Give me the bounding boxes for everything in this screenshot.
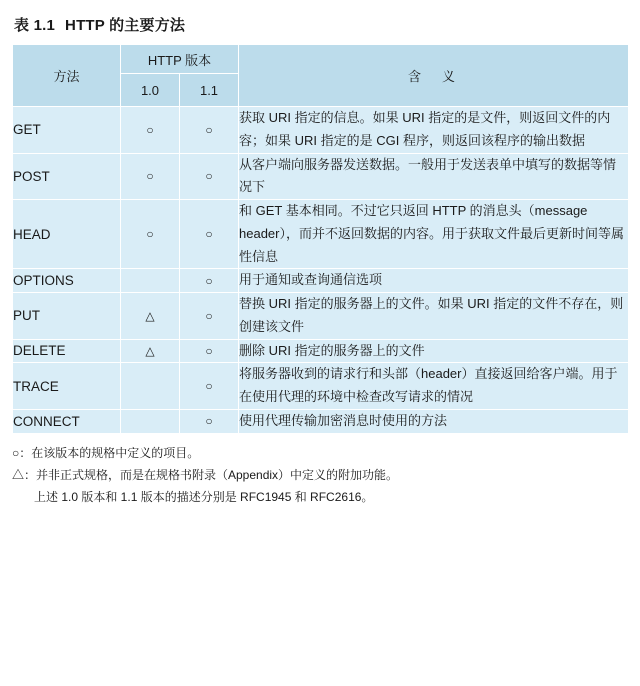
method-name: CONNECT — [13, 409, 121, 433]
table-row — [13, 409, 629, 433]
header-version-10: 1.0 — [121, 74, 180, 107]
header-meaning: 含 义 — [239, 45, 629, 107]
table-row — [13, 269, 629, 293]
method-meaning: 用于通知或查询通信选项 — [239, 269, 629, 293]
version-11-mark: ○ — [180, 363, 239, 410]
version-11-mark: ○ — [180, 269, 239, 293]
method-name: HEAD — [13, 200, 121, 269]
method-meaning: 删除 URI 指定的服务器上的文件 — [239, 339, 629, 363]
version-11-mark: ○ — [180, 107, 239, 154]
version-10-mark: ○ — [121, 153, 180, 200]
note-rfc: 上述 1.0 版本和 1.1 版本的描述分别是 RFC1945 和 RFC2616。 — [34, 489, 374, 504]
method-meaning: 替换 URI 指定的服务器上的文件。如果 URI 指定的文件不存在，则创建该文件 — [239, 293, 629, 340]
table-notes — [12, 442, 628, 509]
method-meaning: 将服务器收到的请求行和头部（header）直接返回给客户端。用于在使用代理的环境中检查改写请求的情况 — [239, 363, 629, 410]
version-11-mark: ○ — [180, 153, 239, 200]
version-10-mark: △ — [121, 293, 180, 340]
header-http-version: HTTP 版本 — [121, 45, 239, 74]
version-11-mark: ○ — [180, 293, 239, 340]
method-meaning: 使用代理传输加密消息时使用的方法 — [239, 409, 629, 433]
table-row — [13, 107, 629, 154]
table-body — [13, 107, 629, 434]
table-caption — [14, 14, 628, 35]
note-circle: ○：在该版本的规格中定义的项目。 — [12, 445, 200, 460]
version-10-mark — [121, 363, 180, 410]
method-name: OPTIONS — [13, 269, 121, 293]
caption-text: HTTP 的主要方法 — [65, 17, 186, 34]
table-row — [13, 200, 629, 269]
method-name: TRACE — [13, 363, 121, 410]
method-meaning: 从客户端向服务器发送数据。一般用于发送表单中填写的数据等情况下 — [239, 153, 629, 200]
table-row — [13, 363, 629, 410]
version-10-mark — [121, 269, 180, 293]
header-row-top — [13, 45, 629, 74]
caption-number: 表 1.1 — [14, 17, 56, 34]
version-10-mark: ○ — [121, 107, 180, 154]
table-head — [13, 45, 629, 107]
version-10-mark — [121, 409, 180, 433]
method-meaning: 和 GET 基本相同。不过它只返回 HTTP 的消息头（message header），而并不返回数据的内容。用于获取文件最后更新时间等属性信息 — [239, 200, 629, 269]
version-11-mark: ○ — [180, 339, 239, 363]
http-methods-table — [12, 44, 629, 434]
table-row — [13, 339, 629, 363]
version-11-mark: ○ — [180, 200, 239, 269]
method-meaning: 获取 URI 指定的信息。如果 URI 指定的是文件，则返回文件的内容；如果 URI 指定的是 CGI 程序，则返回该程序的输出数据 — [239, 107, 629, 154]
header-version-11: 1.1 — [180, 74, 239, 107]
method-name: GET — [13, 107, 121, 154]
version-10-mark: ○ — [121, 200, 180, 269]
version-11-mark: ○ — [180, 409, 239, 433]
header-method: 方法 — [13, 45, 121, 107]
table-row — [13, 153, 629, 200]
method-name: PUT — [13, 293, 121, 340]
table-row — [13, 293, 629, 340]
method-name: POST — [13, 153, 121, 200]
note-triangle: △：并非正式规格，而是在规格书附录（Appendix）中定义的附加功能。 — [12, 467, 399, 482]
method-name: DELETE — [13, 339, 121, 363]
version-10-mark: △ — [121, 339, 180, 363]
